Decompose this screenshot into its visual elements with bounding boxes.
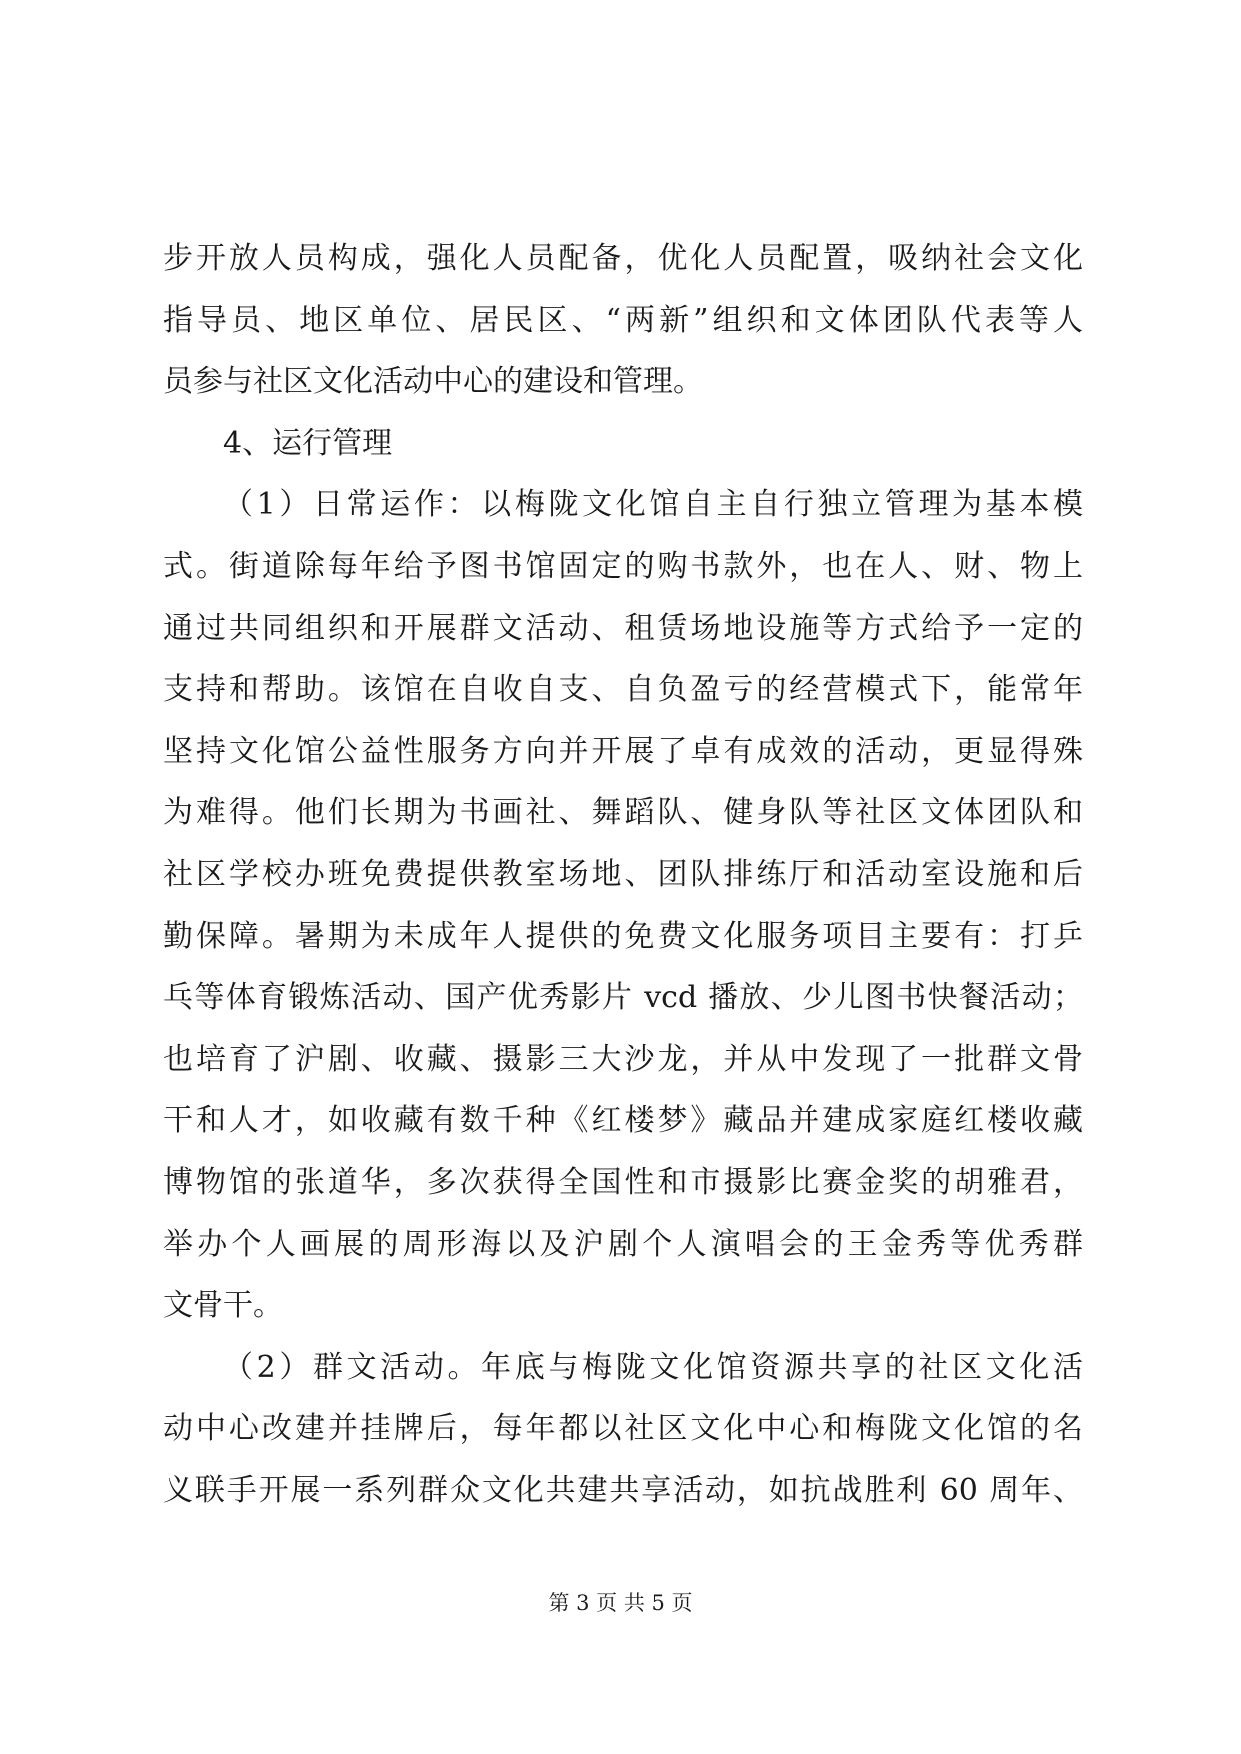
text-line: 为难得。他们长期为书画社、舞蹈队、健身队等社区文体团队和 xyxy=(163,795,1083,831)
text-line: 社区学校办班免费提供教室场地、团队排练厅和活动室设施和后 xyxy=(163,856,1083,892)
text-line: 举办个人画展的周形海以及沪剧个人演唱会的王金秀等优秀群 xyxy=(163,1226,1083,1262)
text-line: 指导员、地区单位、居民区、“两新”组织和文体团队代表等人 xyxy=(163,302,1083,338)
text-line: 勤保障。暑期为未成年人提供的免费文化服务项目主要有：打乒 xyxy=(163,918,1083,954)
text-line: 也培育了沪剧、收藏、摄影三大沙龙，并从中发现了一批群文骨 xyxy=(163,1041,1083,1077)
text-line: 义联手开展一系列群众文化共建共享活动，如抗战胜利 60 周年、 xyxy=(163,1472,1083,1508)
text-line: （2）群文活动。年底与梅陇文化馆资源共享的社区文化活 xyxy=(223,1349,1083,1385)
section-heading: 4、运行管理 xyxy=(223,425,393,461)
text-line: 支持和帮助。该馆在自收自支、自负盈亏的经营模式下，能常年 xyxy=(163,672,1083,708)
text-line: 坚持文化馆公益性服务方向并开展了卓有成效的活动，更显得殊 xyxy=(163,733,1083,769)
text-line: （1）日常运作：以梅陇文化馆自主自行独立管理为基本模 xyxy=(223,487,1083,523)
document-body xyxy=(163,228,1083,1521)
page-number-footer: 第 3 页 共 5 页 xyxy=(548,1591,693,1615)
text-line: 博物馆的张道华，多次获得全国性和市摄影比赛金奖的胡雅君， xyxy=(163,1164,1083,1200)
text-line: 员参与社区文化活动中心的建设和管理。 xyxy=(163,364,703,400)
text-line: 通过共同组织和开展群文活动、租赁场地设施等方式给予一定的 xyxy=(163,610,1083,646)
text-line: 干和人才，如收藏有数千种《红楼梦》藏品并建成家庭红楼收藏 xyxy=(163,1103,1083,1139)
text-line: 式。街道除每年给予图书馆固定的购书款外，也在人、财、物上 xyxy=(163,548,1083,584)
text-line: 乓等体育锻炼活动、国产优秀影片 vcd 播放、少儿图书快餐活动； xyxy=(163,980,1083,1016)
text-line: 动中心改建并挂牌后，每年都以社区文化中心和梅陇文化馆的名 xyxy=(163,1411,1083,1447)
text-line: 步开放人员构成，强化人员配备，优化人员配置，吸纳社会文化 xyxy=(163,241,1083,276)
text-line: 文骨干。 xyxy=(163,1288,283,1324)
